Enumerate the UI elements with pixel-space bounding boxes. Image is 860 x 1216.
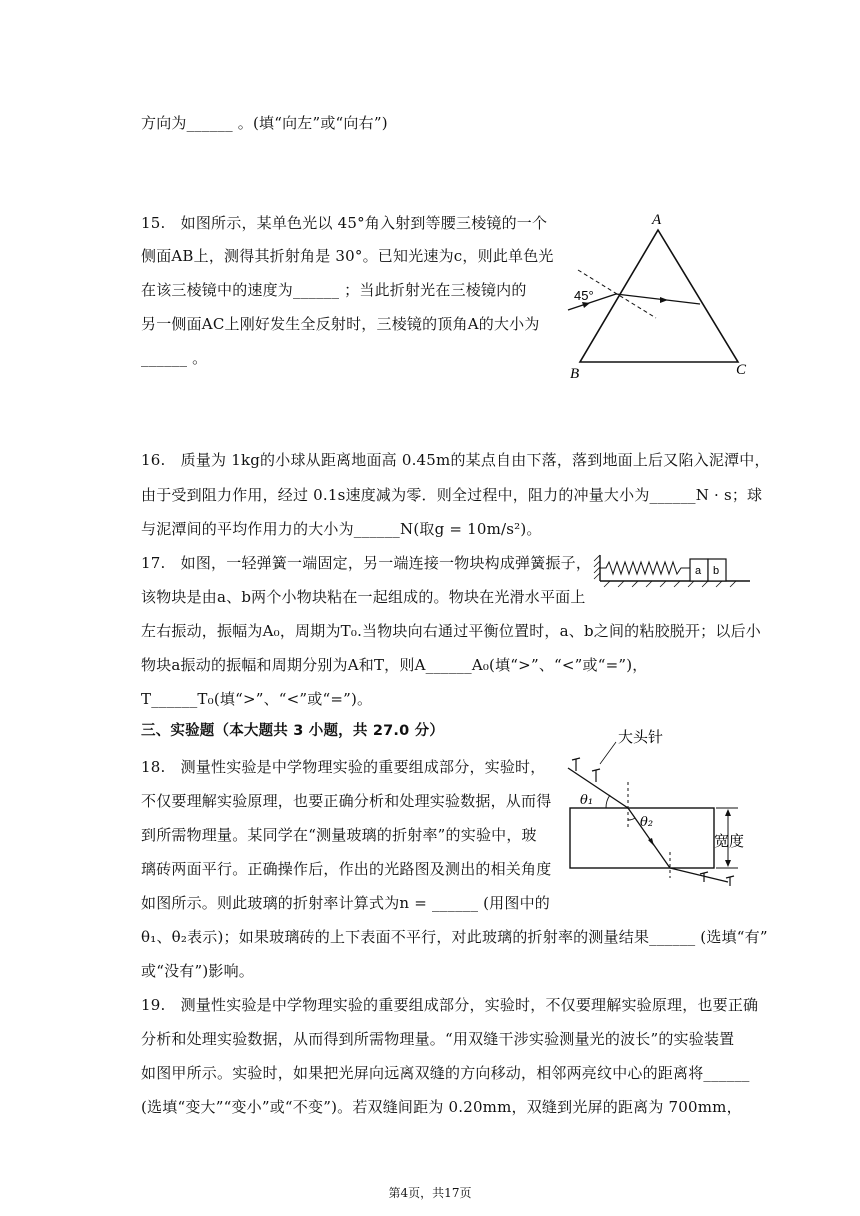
page-footer: 第4页，共17页: [388, 1186, 472, 1200]
angle-label: 45°: [574, 288, 594, 303]
theta1-arc: [606, 795, 610, 808]
q18-line-2: 不仅要理解实验原理，也要正确分析和处理实验数据，从而得: [141, 792, 552, 810]
q19-line-3: 如图甲所示。实验时，如果把光屏向远离双缝的方向移动，相邻两亮纹中心的距离将______: [141, 1064, 750, 1082]
prism-diagram: [560, 208, 760, 380]
refracted-arrow-icon: [660, 297, 668, 303]
q17-line-5: T______T₀(填“>”、“<”或“=”)。: [141, 690, 373, 708]
block-b-label: b: [713, 565, 720, 577]
vertex-b-label: B: [570, 366, 580, 382]
q18-line-4: 璃砖两面平行。正确操作后，作出的光路图及测出的相关角度: [141, 860, 552, 878]
theta1-label: θ₁: [580, 793, 594, 808]
pin-label: 大头针: [618, 728, 664, 746]
vertex-a-label: A: [652, 212, 662, 228]
q18-line-3: 到所需物理量。某同学在“测量玻璃的折射率”的实验中，玻: [141, 826, 537, 844]
incident-ray: [568, 768, 628, 808]
q18-line-1: 18. 测量性实验是中学物理实验的重要组成部分，实验时，: [141, 758, 546, 776]
theta2-label: θ₂: [640, 815, 654, 830]
q14-tail-line: 方向为______ 。(填“向左”或“向右”): [141, 114, 388, 132]
prism-triangle: [580, 230, 738, 362]
q18-line-5: 如图所示。则此玻璃的折射率计算式为n = ______ (用图中的: [141, 894, 550, 912]
block-a-label: a: [695, 565, 702, 577]
q17-line-1: 17. 如图，一轻弹簧一端固定，另一端连接一物块构成弹簧振子，: [141, 554, 592, 572]
q16-line-1: 16. 质量为 1kg的小球从距离地面高 0.45m的某点自由下落，落到地面上后又陷入泥潭中，: [141, 451, 770, 469]
q15-line-5: ______ 。: [141, 349, 208, 367]
q19-line-1: 19. 测量性实验是中学物理实验的重要组成部分，实验时，不仅要理解实验原理，也要正确: [141, 996, 759, 1014]
emergent-ray: [670, 868, 728, 882]
theta2-arc: [628, 818, 635, 820]
q16-line-3: 与泥潭间的平均作用力的大小为______N(取g = 10m/s²)。: [141, 520, 542, 538]
q15-line-3: 在该三棱镜中的速度为______ ；当此折射光在三棱镜内的: [141, 281, 527, 299]
vertex-c-label: C: [736, 362, 747, 378]
section-heading: 三、实验题（本大题共 3 小题，共 27.0 分）: [141, 723, 445, 739]
q16-line-2: 由于受到阻力作用，经过 0.1s速度减为零．则全过程中，阻力的冲量大小为______N · s；球: [141, 486, 763, 504]
spring-diagram: [594, 553, 754, 589]
refracted-ray: [616, 294, 700, 304]
q17-line-3: 左右振动，振幅为A₀，周期为T₀.当物块向右通过平衡位置时，a、b之间的粘胶脱开；以后小: [141, 622, 761, 640]
q17-line-2: 该物块是由a、b两个小物块粘在一起组成的。物块在光滑水平面上: [141, 588, 586, 606]
q18-line-6: θ₁、θ₂表示)；如果玻璃砖的上下表面不平行，对此玻璃的折射率的测量结果______ (选填“有”: [141, 928, 768, 946]
width-arrow-top-icon: [725, 809, 731, 816]
pin-label-leader: [600, 742, 616, 764]
glass-diagram: [560, 722, 760, 882]
q17-line-4: 物块a振动的振幅和周期分别为A和T，则A______A₀(填“>”、“<”或“=”)，: [141, 656, 648, 674]
q15-line-1: 15. 如图所示，某单色光以 45°角入射到等腰三棱镜的一个: [141, 214, 548, 232]
q15-line-4: 另一侧面AC上刚好发生全反射时，三棱镜的顶角A的大小为: [141, 315, 540, 333]
wall-hatch: [594, 555, 600, 579]
q19-line-2: 分析和处理实验数据，从而得到所需物理量。“用双缝干涉实验测量光的波长”的实验装置: [141, 1030, 735, 1048]
spring-coil: [600, 562, 690, 574]
width-label: 宽度: [714, 832, 745, 850]
refracted-arrow-icon: [648, 838, 654, 846]
q18-line-7: 或“没有”)影响。: [141, 962, 254, 980]
q15-line-2: 侧面AB上，测得其折射角是 30°。已知光速为c，则此单色光: [141, 247, 554, 265]
q19-line-4: (选填“变大”“变小”或“不变”)。若双缝间距为 0.20mm，双缝到光屏的距离为 700mm，: [141, 1098, 742, 1116]
floor-hatch: [604, 581, 736, 587]
width-arrow-bottom-icon: [725, 860, 731, 867]
